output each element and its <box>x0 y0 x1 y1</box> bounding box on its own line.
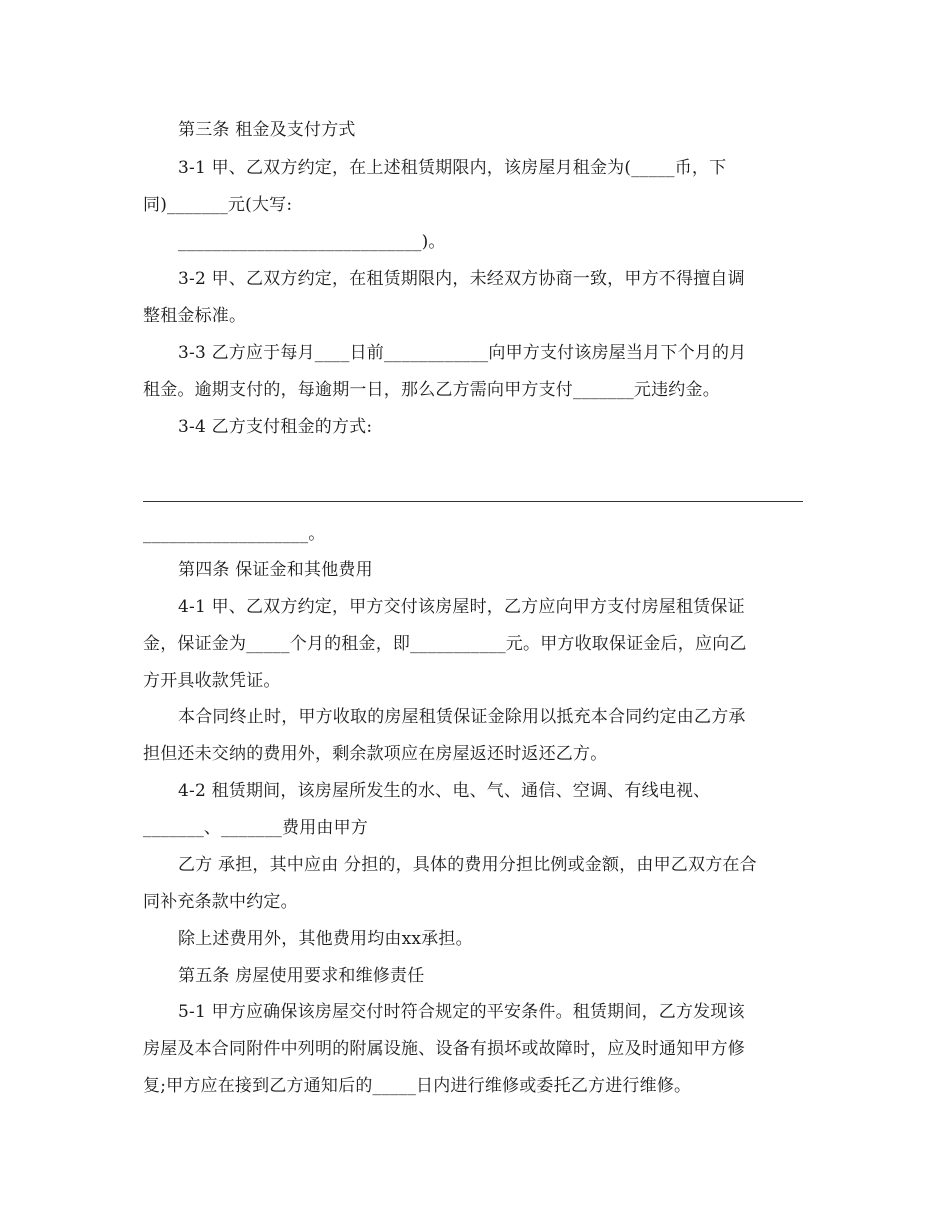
article-3-heading: 第三条 租金及支付方式 <box>178 120 356 140</box>
clause-3-2-line-2: 整租金标准。 <box>143 306 247 326</box>
clause-3-4-line-1: 3-4 乙方支付租金的方式: <box>178 417 373 437</box>
clause-3-3-line-2: 租金。逾期支付的，每逾期一日，那么乙方需向甲方支付_______元违约金。 <box>143 380 720 400</box>
clause-4-1-line-3: 方开具收款凭证。 <box>143 671 281 691</box>
other-fees-line: 除上述费用外，其他费用均由xx承担。 <box>178 929 473 949</box>
clause-4-2-line-3: 乙方 承担，其中应由 分担的，具体的费用分担比例或金额，由甲乙双方在合 <box>178 855 757 875</box>
clause-4-2-line-1: 4-2 租赁期间，该房屋所发生的水、电、气、通信、空调、有线电视、 <box>178 781 711 801</box>
clause-4-1-line-1: 4-1 甲、乙双方约定，甲方交付该房屋时，乙方应向甲方支付房屋租赁保证 <box>178 597 745 617</box>
clause-4-2-line-4: 同补充条款中约定。 <box>143 892 298 912</box>
clause-4-1-line-2: 金，保证金为_____个月的租金，即___________元。甲方收取保证金后，应向乙 <box>143 634 747 654</box>
clause-3-1-line-1: 3-1 甲、乙双方约定，在上述租赁期限内，该房屋月租金为(_____币，下 <box>178 158 727 178</box>
clause-5-1-line-1: 5-1 甲方应确保该房屋交付时符合规定的平安条件。租赁期间，乙方发现该 <box>178 1002 745 1022</box>
clause-3-3-line-1: 3-3 乙方应于每月____日前____________向甲方支付该房屋当月下个月的月 <box>178 343 747 363</box>
clause-5-1-line-2: 房屋及本合同附件中列明的附属设施、设备有损坏或故障时，应及时通知甲方修 <box>143 1039 745 1059</box>
clause-5-1-line-3: 复;甲方应在接到乙方通知后的_____日内进行维修或委托乙方进行维修。 <box>143 1076 692 1096</box>
termination-line-2: 担但还未交纳的费用外，剩余款项应在房屋返还时返还乙方。 <box>143 744 608 764</box>
termination-line-1: 本合同终止时，甲方收取的房屋租赁保证金除用以抵充本合同约定由乙方承 <box>178 707 746 727</box>
clause-3-2-line-1: 3-2 甲、乙双方约定，在租赁期限内，未经双方协商一致，甲方不得擅自调 <box>178 269 745 289</box>
clause-3-4-line-2: ___________________。 <box>143 524 326 544</box>
article-5-heading: 第五条 房屋使用要求和维修责任 <box>178 966 425 986</box>
clause-3-1-line-3: ____________________________)。 <box>178 232 446 252</box>
clause-3-1-line-2: 同)_______元(大写: <box>143 195 293 215</box>
payment-method-blank-line <box>143 501 803 502</box>
article-4-heading: 第四条 保证金和其他费用 <box>178 560 373 580</box>
clause-4-2-line-2: _______、_______费用由甲方 <box>143 818 368 838</box>
